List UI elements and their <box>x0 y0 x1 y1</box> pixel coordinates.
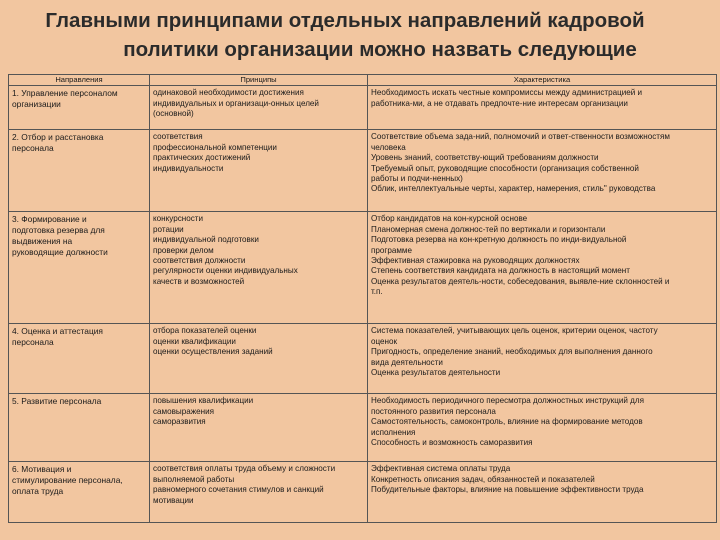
direction-text: руководящие должности <box>12 247 108 258</box>
direction-text: 3. Формирование и <box>12 214 87 225</box>
principles-text: качеств и возможностей <box>153 276 245 286</box>
characteristics-text: Оценка результатов деятельности <box>371 368 501 378</box>
table-row <box>9 462 717 523</box>
characteristics-text: Оценка результатов деятель-ности, собеседования, выявле-ние склонностей и <box>371 276 670 286</box>
direction-text: персонала <box>12 337 54 348</box>
characteristics-text: исполнения <box>371 427 416 437</box>
principles-text: регулярности оценки индивидуальных <box>153 266 298 276</box>
characteristics-text: оценок <box>371 336 398 346</box>
characteristics-text: человека <box>371 142 406 152</box>
characteristics-text: постоянного развития персонала <box>371 406 496 416</box>
characteristics-text: вида деятельности <box>371 357 443 367</box>
principles-text: мотивации <box>153 495 194 505</box>
characteristics-text: Отбор кандидатов на кон-курсной основе <box>371 214 528 224</box>
direction-cell <box>9 212 150 324</box>
principles-cell <box>150 212 368 324</box>
principles-cell <box>150 462 368 523</box>
characteristics-text: Эффективная система оплаты труда <box>371 464 511 474</box>
direction-text: 6. Мотивация и <box>12 464 72 475</box>
characteristics-cell <box>368 130 717 212</box>
principles-text: (основной) <box>153 109 194 119</box>
column-header-principles: Принципы <box>150 75 368 86</box>
principles-text: выполняемой работы <box>153 474 235 484</box>
direction-text: выдвижения на <box>12 236 73 247</box>
characteristics-text: работника-ми, а не отдавать предпочте-ние интересам организации <box>371 98 628 108</box>
principles-text: индивидуальной подготовки <box>153 235 259 245</box>
direction-cell <box>9 462 150 523</box>
characteristics-text: Планомерная смена должнос-тей по вертикали и горизонтали <box>371 224 606 234</box>
characteristics-text: Конкретность описания задач, обязанностей и показателей <box>371 474 595 484</box>
column-header-directions: Направления <box>9 75 150 86</box>
characteristics-text: Побудительные факторы, влияние на повышение эффективности труда <box>371 485 644 495</box>
direction-cell <box>9 324 150 394</box>
principles-text: соответствия оплаты труда объему и сложности <box>153 464 336 474</box>
direction-text: 4. Оценка и аттестация <box>12 326 103 337</box>
principles-cell <box>150 86 368 130</box>
characteristics-text: Пригодность, определение знаний, необходимых для выполнения данного <box>371 347 653 357</box>
characteristics-text: Эффективная стажировка на руководящих должностях <box>371 256 580 266</box>
direction-text: 2. Отбор и расстановка <box>12 132 104 143</box>
page-title-line1: Главными принципами отдельных направлений кадровой <box>45 9 645 32</box>
table-row <box>9 324 717 394</box>
principles-cell <box>150 394 368 462</box>
characteristics-text: Необходимость искать честные компромиссы между администрацией и <box>371 88 643 98</box>
principles-text: индивидуальных и организаци-онных целей <box>153 98 319 108</box>
direction-cell <box>9 130 150 212</box>
principles-text: повышения квалификации <box>153 396 254 406</box>
page-title-line2: политики организации можно назвать следующие <box>123 38 637 61</box>
table-row <box>9 86 717 130</box>
principles-cell <box>150 324 368 394</box>
characteristics-text: Система показателей, учитывающих цель оценок, критерии оценок, частоту <box>371 326 658 336</box>
table-row <box>9 130 717 212</box>
principles-text: равномерного сочетания стимулов и санкций <box>153 485 324 495</box>
page-title <box>0 6 720 64</box>
direction-cell <box>9 394 150 462</box>
principles-text: практических достижений <box>153 153 251 163</box>
principles-text: оценки квалификации <box>153 336 236 346</box>
principles-cell <box>150 130 368 212</box>
principles-text: конкурсности <box>153 214 203 224</box>
direction-text: 1. Управление персоналом <box>12 88 118 99</box>
characteristics-text: Уровень знаний, соответству-ющий требованиям должности <box>371 153 599 163</box>
principles-text: соответствия <box>153 132 203 142</box>
characteristics-text: т.п. <box>371 287 383 297</box>
principles-text: ротации <box>153 224 184 234</box>
direction-text: персонала <box>12 143 54 154</box>
principles-text: отбора показателей оценки <box>153 326 257 336</box>
principles-text: саморазвития <box>153 417 206 427</box>
characteristics-text: Подготовка резерва на кон-кретную должность по инди-видуальной <box>371 235 627 245</box>
direction-text: стимулирование персонала, <box>12 475 123 486</box>
principles-text: соответствия должности <box>153 256 246 266</box>
principles-text: самовыражения <box>153 406 215 416</box>
direction-text: подготовка резерва для <box>12 225 105 236</box>
characteristics-cell <box>368 212 717 324</box>
principles-text: профессиональной компетенции <box>153 142 277 152</box>
table-header-row <box>9 75 717 86</box>
direction-text: организации <box>12 99 61 110</box>
direction-text: оплата труда <box>12 486 64 497</box>
principles-text: индивидуальности <box>153 163 224 173</box>
characteristics-cell <box>368 324 717 394</box>
characteristics-text: Самостоятельность, самоконтроль, влияние на формирование методов <box>371 417 643 427</box>
characteristics-text: Необходимость периодичного пересмотра должностных инструкций для <box>371 396 644 406</box>
characteristics-cell <box>368 86 717 130</box>
principles-table <box>8 74 717 523</box>
characteristics-cell <box>368 462 717 523</box>
characteristics-text: Требуемый опыт, руководящие способности (организация собственной <box>371 163 639 173</box>
direction-text: 5. Развитие персонала <box>12 396 102 407</box>
table-row <box>9 394 717 462</box>
direction-cell <box>9 86 150 130</box>
column-header-characteristics: Характеристика <box>368 75 717 86</box>
principles-text: оценки осуществления заданий <box>153 347 273 357</box>
characteristics-text: Соответствие объема зада-ний, полномочий и ответ-ственности возможностям <box>371 132 670 142</box>
principles-text: одинаковой необходимости достижения <box>153 88 304 98</box>
characteristics-text: программе <box>371 245 412 255</box>
characteristics-text: работы и подчи-ненных) <box>371 174 463 184</box>
characteristics-text: Степень соответствия кандидата на должность в настоящий момент <box>371 266 630 276</box>
characteristics-cell <box>368 394 717 462</box>
characteristics-text: Способность и возможность саморазвития <box>371 438 533 448</box>
characteristics-text: Облик, интеллектуальные черты, характер, намерения, стиль" руководства <box>371 184 656 194</box>
table-row <box>9 212 717 324</box>
principles-text: проверки делом <box>153 245 214 255</box>
